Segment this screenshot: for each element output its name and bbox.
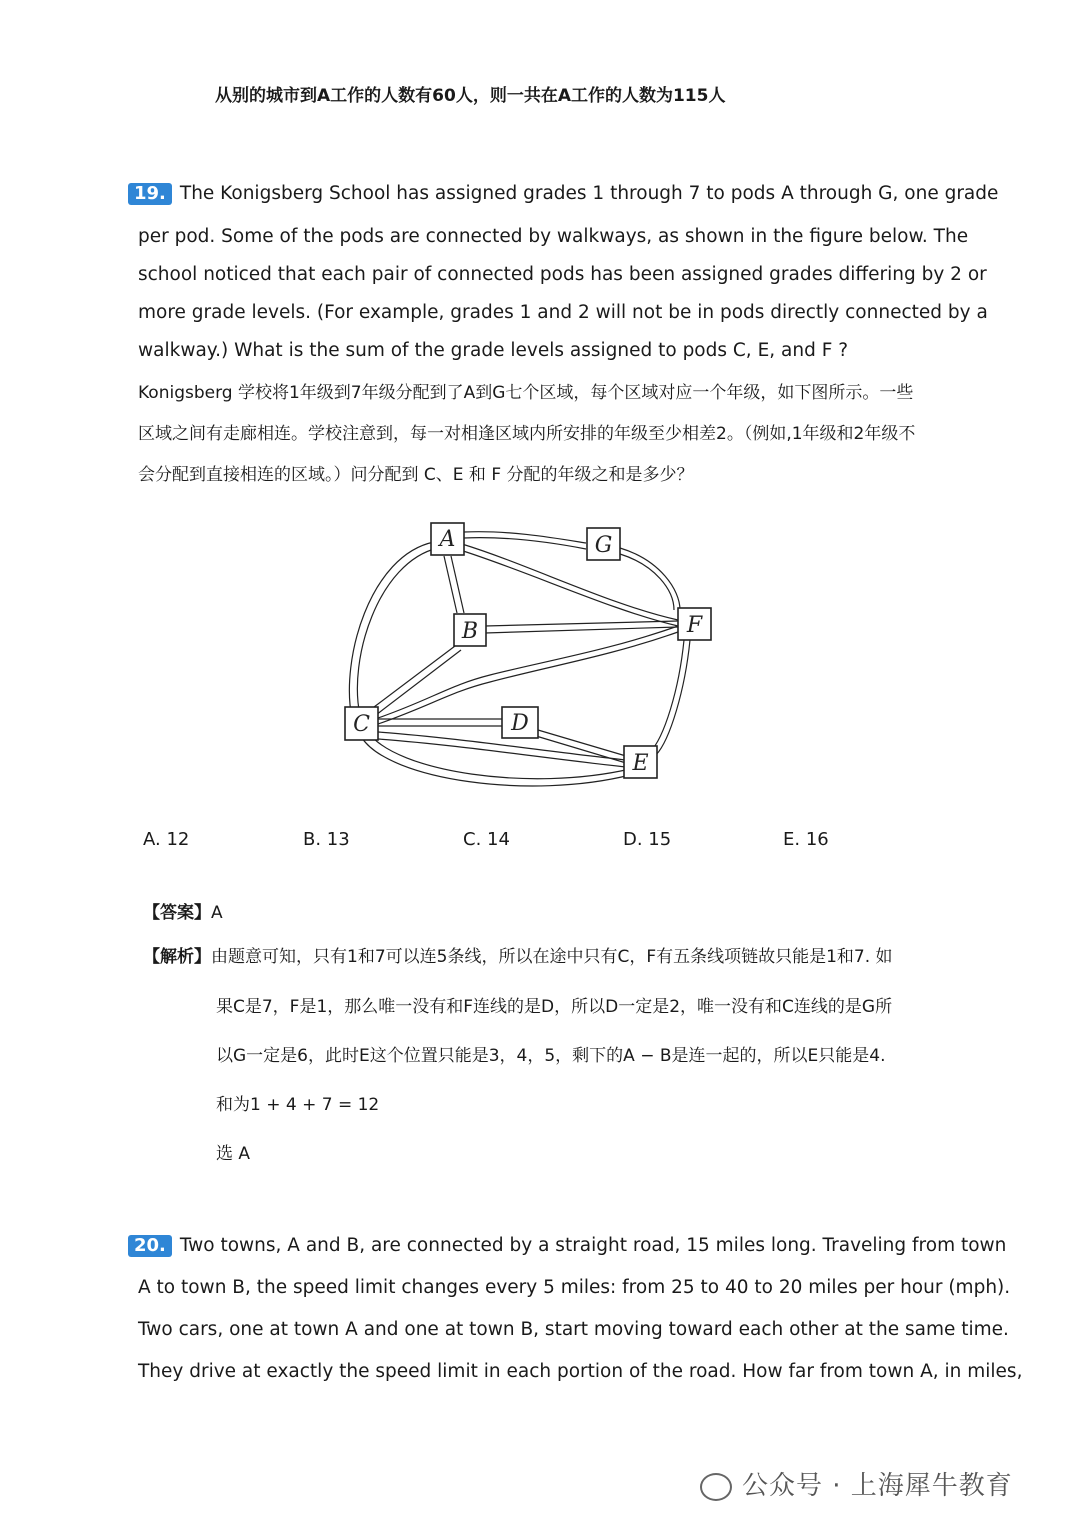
q19-line-2: school noticed that each pair of connected pods has been assigned grades differing by 2 or	[138, 264, 987, 285]
wechat-icon	[700, 1473, 732, 1501]
edge-B-C-1	[370, 646, 455, 710]
edge-A-B-2	[451, 556, 464, 613]
node-D-label: D	[511, 711, 529, 736]
q19-cn-line-1: 区域之间有走廊相连。学校注意到，每一对相逢区域内所安排的年级至少相差2。（例如,1年级和2年级不	[138, 424, 916, 444]
q19-line-0	[128, 183, 998, 205]
edge-D-E-1	[538, 730, 626, 756]
node-E-label: E	[632, 751, 649, 776]
edge-A-F-2	[460, 550, 678, 626]
edge-A-G-2	[464, 538, 586, 549]
q20-line-3: They drive at exactly the speed limit in each portion of the road. How far from town A, in miles,	[138, 1361, 1023, 1382]
q19-line-3: more grade levels. (For example, grades 1 and 2 will not be in pods directly connected by a	[138, 302, 988, 323]
answer-row	[143, 903, 223, 923]
q19-line-1: per pod. Some of the pods are connected by walkways, as shown in the figure below. The	[138, 226, 969, 247]
q20-line-1: A to town B, the speed limit changes every 5 miles: from 25 to 40 to 20 miles per hour (mph).	[138, 1277, 1011, 1298]
edge-B-F-2	[485, 627, 678, 633]
node-G-label: G	[594, 533, 613, 558]
q20-text: Two towns, A and B, are connected by a straight road, 15 miles long. Traveling from town	[179, 1235, 1007, 1256]
q20-number-badge: 20.	[128, 1235, 172, 1257]
edge-F-E-2	[650, 640, 684, 752]
node-A-label: A	[439, 527, 456, 552]
node-F-label: F	[686, 613, 703, 638]
choice-e: E. 16	[783, 829, 829, 850]
q19-line-4: walkway.) What is the sum of the grade levels assigned to pods C, E, and F ?	[138, 340, 849, 361]
q20-line-2: Two cars, one at town A and one at town B, start moving toward each other at the same time.	[138, 1319, 1009, 1340]
analysis-text: 由题意可知，只有1和7可以连5条线，所以在途中只有C，F有五条线项链故只能是1和7. 如	[211, 947, 893, 967]
choice-a: A. 12	[143, 829, 190, 850]
edge-A-C-outer-2	[357, 548, 438, 715]
answer-label: 【答案】	[143, 903, 211, 923]
analysis-line-1: 果C是7，F是1，那么唯一没有和F连线的是D，所以D一定是2，唯一没有和C连线的是G所	[216, 997, 893, 1017]
edge-A-C-outer-1	[349, 542, 434, 718]
edge-C-E-2	[378, 739, 626, 767]
choice-d: D. 15	[623, 829, 672, 850]
edge-C-E-outer-2	[368, 732, 630, 779]
pod-graph-figure	[330, 510, 730, 800]
analysis-label: 【解析】	[143, 947, 211, 967]
edge-B-F-1	[485, 621, 678, 626]
edge-F-E-1	[656, 640, 690, 755]
watermark-text: 公众号 · 上海犀牛教育	[742, 1471, 1013, 1501]
edge-G-F-2	[620, 554, 674, 610]
q19-number-badge: 19.	[128, 183, 172, 205]
edge-D-E-2	[536, 736, 626, 763]
edge-A-B-1	[444, 556, 457, 613]
answer-value: A	[211, 903, 223, 923]
edge-B-C-2	[376, 650, 461, 715]
previous-answer-line: 从别的城市到A工作的人数有60人，则一共在A工作的人数为115人	[215, 86, 726, 106]
choice-b: B. 13	[303, 829, 350, 850]
analysis-line-3: 和为1 + 4 + 7 = 12	[216, 1095, 380, 1115]
analysis-line-2: 以G一定是6，此时E这个位置只能是3，4，5，剩下的A − B是连一起的，所以E只能是4.	[216, 1046, 886, 1066]
q20-line-0	[128, 1235, 1006, 1257]
node-B-label: B	[461, 619, 479, 644]
q19-cn-line-2: 会分配到直接相连的区域。）问分配到 C、E 和 F 分配的年级之和是多少？	[138, 465, 694, 485]
edge-A-F-1	[462, 544, 678, 620]
analysis-line-4: 选 A	[216, 1144, 251, 1164]
q19-cn-line-0: Konigsberg 学校将1年级到7年级分配到了A到G七个区域，每个区域对应一个年级，如下图所示。一些	[138, 383, 914, 403]
analysis-row-0	[143, 947, 893, 967]
q19-text: The Konigsberg School has assigned grades 1 through 7 to pods A through G, one grade	[179, 183, 999, 204]
choice-c: C. 14	[463, 829, 510, 850]
watermark	[700, 1465, 1013, 1502]
node-C-label: C	[353, 712, 370, 737]
